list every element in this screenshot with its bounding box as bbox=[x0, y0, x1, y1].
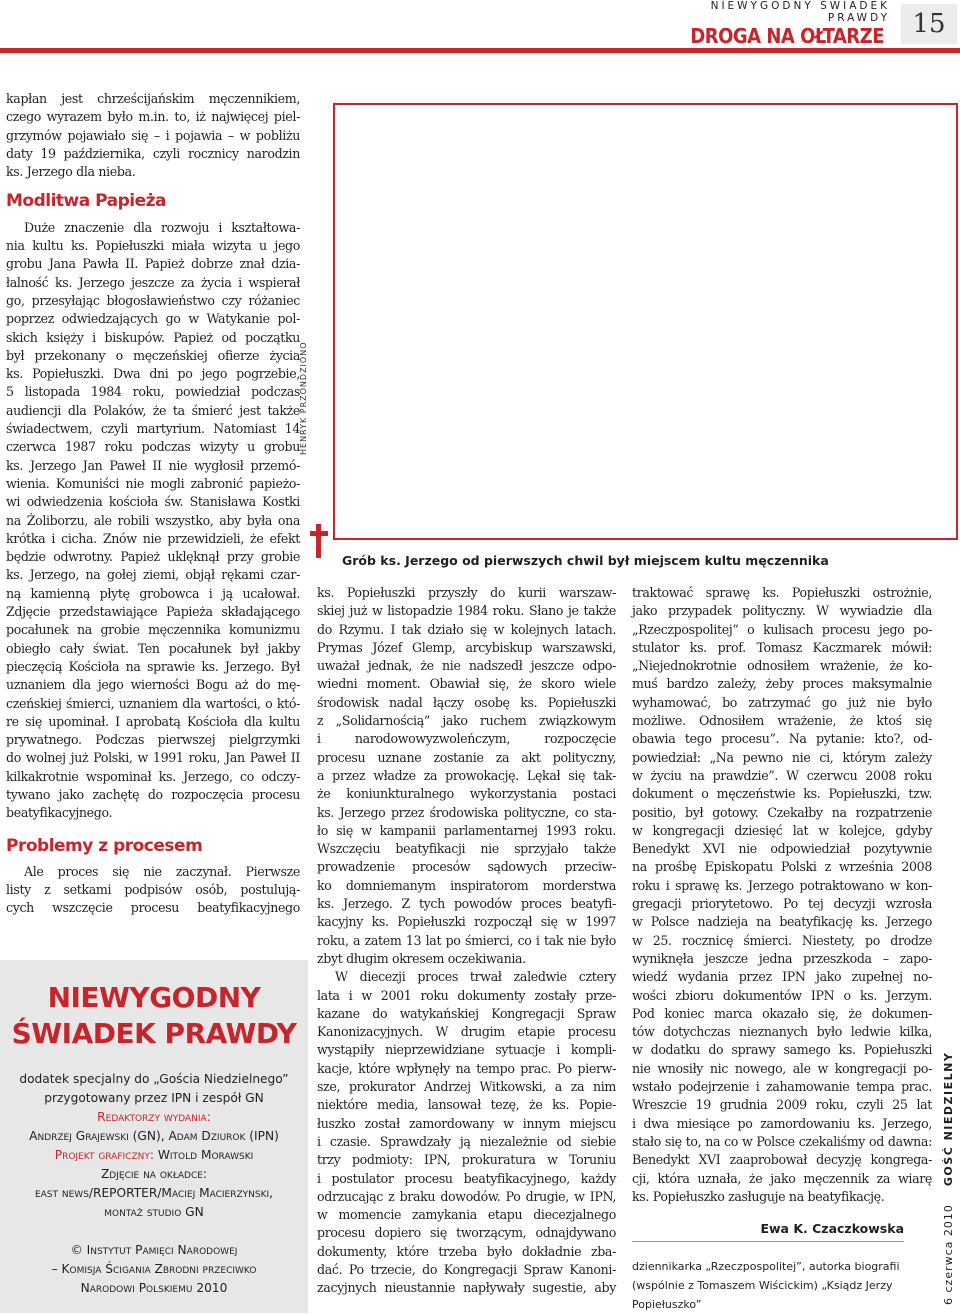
text-line: wości zbioru dokumentów IPN o ks. Jerzym. bbox=[632, 987, 932, 1003]
text-line: nie wnosiły nic nowego, ale w kongregacji po- bbox=[632, 1060, 932, 1076]
article-column-1 bbox=[6, 90, 300, 918]
paragraph bbox=[6, 219, 300, 823]
design-label: Projekt graficzny: bbox=[54, 1148, 154, 1162]
text-line: grobu Jana Pawła II. Papież dobrze znał dzia- bbox=[6, 256, 300, 272]
colophon-line: dodatek specjalny do „Gościa Niedzielnego” bbox=[19, 1072, 289, 1086]
text-line: powiedział: „Na pewno nie ci, którym zależy bbox=[632, 749, 932, 765]
text-line: w dodatku do sprawy samego ks. Popiełuszki bbox=[632, 1042, 932, 1058]
text-line: beatyfikacyjnego. bbox=[6, 805, 113, 821]
text-line: Zdjęcie przedstawiające Papieża składającego bbox=[6, 604, 300, 620]
text-line: zacyjnych nieustannie napływały sugestie, aby bbox=[317, 1280, 616, 1296]
colophon-line: przygotowany przez IPN i zespół GN bbox=[44, 1091, 264, 1105]
issue-date: 6 czerwca 2010 bbox=[942, 1204, 955, 1305]
text-line: kacyjny ks. Popiełuszki rozpoczął się w 1997 bbox=[317, 914, 616, 930]
text-line: dać. Po trzecie, do Kongregacji Spraw Kanoni- bbox=[317, 1261, 616, 1277]
colophon-title-line: NIEWYGODNY bbox=[47, 981, 261, 1014]
text-line: kilkakrotnie wspominał ks. Jerzego, co odczy- bbox=[6, 768, 300, 784]
text-line: Prymas Józef Glemp, arcybiskup warszawski, bbox=[317, 639, 616, 655]
text-line: listy z setkami podpisów osób, postulują- bbox=[6, 882, 300, 898]
photo-caption: Grób ks. Jerzego od pierwszych chwil był miejscem kultu męczennika bbox=[342, 553, 829, 568]
text-line: i postulator procesu beatyfikacyjnego, każdy bbox=[317, 1170, 616, 1186]
text-line: łalność ks. Jerzego jeszcze za życia i wspierał bbox=[6, 274, 300, 290]
text-line: kazane do watykańskiej Kongregacji Spraw bbox=[317, 1005, 616, 1021]
commission-line: – Komisja Ścigania Zbrodni przeciwko bbox=[51, 1262, 257, 1276]
text-line: krótka i cicha. Znów nie przewidzieli, że efekt bbox=[6, 530, 300, 546]
text-line: trzy podmioty: IPN, prokuratura w Toruniu bbox=[317, 1152, 616, 1168]
text-line: cji, która uznała, że jako męczennik za wiarę bbox=[632, 1170, 932, 1186]
text-line: wi odwiedzenia kościoła św. Stanisława Kostki bbox=[6, 494, 300, 510]
text-line: do Rzymu. I tak działo się w kolejnych latach. bbox=[317, 621, 616, 637]
editors: Andrzej Grajewski (GN), Adam Dziurok (IPN) bbox=[29, 1129, 279, 1143]
copyright: © Instytut Pamięci Narodowej bbox=[70, 1243, 238, 1257]
text-line: odrzucając z braku dowodów. Po drugie, w IPN, bbox=[317, 1188, 616, 1204]
text-line: dziennikarka „Rzeczpospolitej”, autorka biografii bbox=[632, 1260, 900, 1273]
text-line: środowisk nadal łączy osobę ks. Popiełuszki bbox=[317, 694, 616, 710]
text-line: uznaniem dla jego wierności Bogu aż do mę- bbox=[6, 677, 300, 693]
text-line: Ale proces się nie zaczynał. Pierwsze bbox=[24, 863, 300, 879]
text-line: wyniknęła jeszcze jedna przeszkoda – zapo- bbox=[632, 950, 932, 966]
editors-label: Redaktorzy wydania: bbox=[97, 1110, 211, 1124]
text-line: Wszczęciu beatyfikacji nie sprzyjało także bbox=[317, 841, 616, 857]
text-line: do wolnej już Polski, w 1991 roku, Jan Paweł II bbox=[6, 750, 300, 766]
commission-line: Narodowi Polskiemu 2010 bbox=[80, 1281, 228, 1295]
text-line: Benedykt XVI zaaprobował decyzję kongrega- bbox=[632, 1152, 932, 1168]
header-rule bbox=[0, 48, 960, 53]
text-line: positio, był gotowy. Czekałby na rozpatrzenie bbox=[632, 804, 932, 820]
publication-name: GOŚĆ NIEDZIELNY bbox=[942, 1051, 955, 1187]
text-line: skich księży i biskupów. Papież od początku bbox=[6, 329, 300, 345]
text-line: w kongregacji dziesięć lat w kolejce, gdyby bbox=[632, 822, 932, 838]
text-line: i narodowowyzwoleńczym, rozpoczęcie bbox=[317, 731, 616, 747]
text-line: ks. Popiełuszko zasługuje na beatyfikację. bbox=[632, 1188, 885, 1204]
text-line: gregacji priorytetowo. Po tej decyzji wzrosła bbox=[632, 896, 932, 912]
cover-credit: east news/REPORTER/Maciej Macierzynski, bbox=[34, 1186, 274, 1200]
cover-label: Zdjęcie na okładce: bbox=[100, 1167, 208, 1181]
text-line: stało się to, na co w Polsce czekaliśmy od dawna: bbox=[632, 1133, 932, 1149]
text-line: stulator ks. prof. Tomasz Kaczmarek mówił: bbox=[632, 639, 932, 655]
text-line: zbyt długim okresem oczekiwania. bbox=[317, 950, 526, 966]
text-line: kacje, które wpłynęły na tempo prac. Po pierw- bbox=[317, 1060, 616, 1076]
text-line: jako przypadek polityczny. W wywiadzie dla bbox=[632, 603, 932, 619]
grave-photo bbox=[333, 103, 958, 540]
text-line: ks. Jerzego Jan Paweł II nie wygłosił przemó- bbox=[6, 457, 300, 473]
text-line: i czasie. Sprawdzały ją niezależnie od siebie bbox=[317, 1133, 616, 1149]
text-line: i dwa miesiące po zamordowaniu ks. Jerzego, bbox=[632, 1115, 932, 1131]
issue-side-label bbox=[942, 1052, 955, 1305]
text-line: czego wyrazem było m.in. to, iż najwięcej piel- bbox=[6, 109, 300, 125]
article-column-3 bbox=[632, 584, 932, 1206]
author-name: Ewa K. Czaczkowska bbox=[760, 1221, 904, 1236]
text-line: „Niejednokrotnie odnosiłem wrażenie, że ko- bbox=[632, 658, 932, 674]
text-line: wiedź wydania przez IPN jako zupełnej no- bbox=[632, 969, 932, 985]
text-line: procesu dopiero się tworzącym, odnajdywano bbox=[317, 1225, 616, 1241]
text-line: obiegło cały świat. Ten pocałunek był jakby bbox=[6, 640, 300, 656]
text-line: traktować sprawę ks. Popiełuszki ostrożnie, bbox=[632, 585, 932, 600]
paragraph bbox=[6, 863, 300, 918]
text-line: a przez władze za prowokację. Lękał się tak- bbox=[317, 767, 616, 783]
text-line: prowadzenie procesów sądowych przeciw- bbox=[317, 859, 616, 875]
text-line: czerwca 1987 roku podczas wizyty u grobu bbox=[6, 439, 300, 455]
text-line: wienia. Komuniści nie mogli zabronić papieżo- bbox=[6, 475, 300, 491]
text-line: ks. Jerzego, na gołej ziemi, objął rękami czar- bbox=[6, 567, 300, 583]
text-line: Kanonizacyjnych. W drugim etapie procesu bbox=[317, 1024, 616, 1040]
colophon-text bbox=[0, 1070, 308, 1298]
text-line: ks. Jerzego dla nieba. bbox=[6, 164, 136, 180]
text-line: czeńskiej śmierci, uznaniem dla wartości, o któ- bbox=[6, 695, 300, 711]
text-line: ks. Popiełuszki przyszły do kurii warszaw- bbox=[317, 585, 616, 600]
subheading-prayer: Modlitwa Papieża bbox=[6, 191, 167, 212]
text-line: dokument o męczeństwie ks. Popiełuszki, tzw. bbox=[632, 786, 932, 802]
text-line: wystąpiły nieprzewidziane sytuacje i kompli- bbox=[317, 1042, 616, 1058]
text-line: skiej już w listopadzie 1984 roku. Słano je także bbox=[317, 603, 616, 619]
text-line: wyhamować, bo zatrzymać go już nie było bbox=[632, 694, 932, 710]
paragraph bbox=[6, 90, 300, 181]
text-line: będzie odwrotny. Papież uklęknął przy grobie bbox=[6, 549, 300, 565]
divider bbox=[632, 1241, 904, 1242]
subheading-problems: Problemy z procesem bbox=[6, 835, 203, 856]
article-column-2 bbox=[317, 584, 616, 1298]
cross-icon bbox=[316, 524, 321, 558]
text-line: prywatnego. Podczas pierwszej pielgrzymki bbox=[6, 732, 300, 748]
text-line: ks. Jerzego. Z tych powodów proces beatyfi- bbox=[317, 896, 616, 912]
text-line: lata i w 2001 roku dokumenty zostały prze- bbox=[317, 987, 616, 1003]
text-line: z „Solidarnością” jako ruchem związkowym bbox=[317, 713, 616, 729]
text-line: na prośbę Episkopatu Polski z września 2008 bbox=[632, 859, 932, 875]
author-bio bbox=[632, 1257, 907, 1314]
text-line: 5 listopada 1984 roku, powiedział podczas bbox=[6, 384, 300, 400]
text-line: nia kultu ks. Popiełuszki miała wizyta u jego bbox=[6, 238, 300, 254]
text-line: był przekonany o męczeńskiej ofierze życia bbox=[6, 347, 300, 363]
text-line: możliwe. Odnosiłem wrażenie, że ktoś się bbox=[632, 713, 932, 729]
text-line: pocałunek na grobie męczennika komunizmu bbox=[6, 622, 300, 638]
text-line: grzymów pojawiało się – i pojawia – w pobliżu bbox=[6, 127, 300, 143]
text-line: dokumenty, które trzeba było dokładnie zba- bbox=[317, 1243, 616, 1259]
text-line: Pod koniec marca okazało się, że dokumen- bbox=[632, 1005, 932, 1021]
text-line: w momencie zamykania etapu diecezjalnego bbox=[317, 1207, 616, 1223]
text-line: tywano jako zachętę do rozpoczęcia procesu bbox=[6, 786, 300, 802]
text-line: ko domniemanym inspiratorom morderstwa bbox=[317, 877, 616, 893]
photo-credit: HENRYK PRZONDZIONO bbox=[299, 341, 308, 455]
text-line: niektóre media, lansował tezę, że ks. Popie- bbox=[317, 1097, 616, 1113]
text-line: roku i sprawę ks. Jerzego potraktowano w kon- bbox=[632, 877, 932, 893]
text-line: obawia tego procesu”. Na pytanie: kto?, od- bbox=[632, 731, 932, 747]
text-line: w życiu na prawdzie”. W czerwcu 2008 roku bbox=[632, 767, 932, 783]
text-line: kapłan jest chrześcijańskim męczennikiem, bbox=[6, 91, 300, 106]
text-line: muś bardzo zależy, żeby proces maksymalnie bbox=[632, 676, 932, 692]
text-line: że koniunkturalnego wykorzystania postaci bbox=[317, 786, 616, 802]
text-line: procesu uznane zostanie za akt polityczny, bbox=[317, 749, 616, 765]
text-line: (wspólnie z Tomaszem Wiścickim) „Ksiądz Jerzy bbox=[632, 1279, 893, 1292]
cross-icon-bar bbox=[310, 531, 328, 536]
text-line: ło się w kampanii parlamentarnej 1993 roku. bbox=[317, 822, 616, 838]
text-line: łuszko został zamordowany w innym miejscu bbox=[317, 1115, 616, 1131]
text-line: sze, prokurator Andrzej Witkowski, a za nim bbox=[317, 1079, 616, 1095]
text-line: ks. Popiełuszki. Dwa dni po jego pogrzebie, bbox=[6, 366, 300, 382]
text-line: Popiełuszko” bbox=[632, 1298, 702, 1311]
text-line: uważał jednak, że nie nadszedł jeszcze odpo- bbox=[317, 658, 616, 674]
text-line: go, przesyłając błogosławieństwo czy różaniec bbox=[6, 292, 300, 308]
text-line: tów dotychczas nieznanych było ledwie kilka, bbox=[632, 1024, 932, 1040]
paragraph bbox=[317, 584, 616, 1298]
text-line: daty 19 października, czyli rocznicy narodzin bbox=[6, 145, 300, 161]
text-line: „Rzeczpospolitej” o kulisach procesu jego po- bbox=[632, 621, 932, 637]
spacer bbox=[0, 1222, 308, 1241]
supplement-title: NIEWYGODNY ŚWIADEK PRAWDY bbox=[710, 0, 890, 24]
text-line: Benedykt XVI nie odpowiedział pozytywnie bbox=[632, 841, 932, 857]
text-line: Wreszcie 19 grudnia 2009 roku, czyli 25 lat bbox=[632, 1097, 932, 1113]
colophon-title-line: ŚWIADEK PRAWDY bbox=[11, 1017, 297, 1050]
designer: Witold Morawski bbox=[157, 1148, 254, 1162]
paragraph bbox=[632, 584, 932, 1206]
text-line: ks. Jerzego przez środowiska polityczne, co sta- bbox=[317, 804, 616, 820]
section-title: DROGA NA OŁTARZE bbox=[690, 24, 884, 48]
text-line: ną kamienną płytę grobowca i ją ucałował. bbox=[6, 585, 300, 601]
text-line: wstało podejrzenie i zahamowanie tempa prac. bbox=[632, 1079, 932, 1095]
text-line: na Żoliborzu, ale robili wszystko, aby była ona bbox=[6, 512, 300, 528]
text-line: w Polsce nadzieja na beatyfikację ks. Jerzego bbox=[632, 914, 932, 930]
colophon-title bbox=[0, 980, 308, 1052]
design-credit bbox=[0, 1146, 308, 1165]
text-line: świadectwem, czyli martyrium. Natomiast 14 bbox=[6, 421, 300, 437]
text-line: W diecezji proces trwał zaledwie cztery bbox=[335, 969, 616, 985]
text-line: re się upominał. I aprobatą Kościoła dla kultu bbox=[6, 713, 300, 729]
text-line: w 25. rocznicę śmierci. Niestety, po drodze bbox=[632, 932, 932, 948]
text-line: pieczęcią Kościoła na sprawie ks. Jerzego. Był bbox=[6, 658, 300, 674]
text-line: cych wszczęcie procesu beatyfikacyjnego bbox=[6, 900, 300, 916]
text-line: wiedni moment. Obawiał się, że skoro wiele bbox=[317, 676, 616, 692]
text-line: poprzez odwiedzających go w Watykanie pol- bbox=[6, 311, 300, 327]
text-line: roku, a zatem 13 lat po śmierci, co i tak nie było bbox=[317, 932, 616, 948]
page-number: 15 bbox=[901, 4, 957, 44]
text-line: audiencji dla Polaków, że ta śmierć jest także bbox=[6, 402, 300, 418]
montage-credit: montaż studio GN bbox=[104, 1205, 204, 1219]
text-line: Duże znaczenie dla rozwoju i kształtowa- bbox=[24, 219, 300, 235]
